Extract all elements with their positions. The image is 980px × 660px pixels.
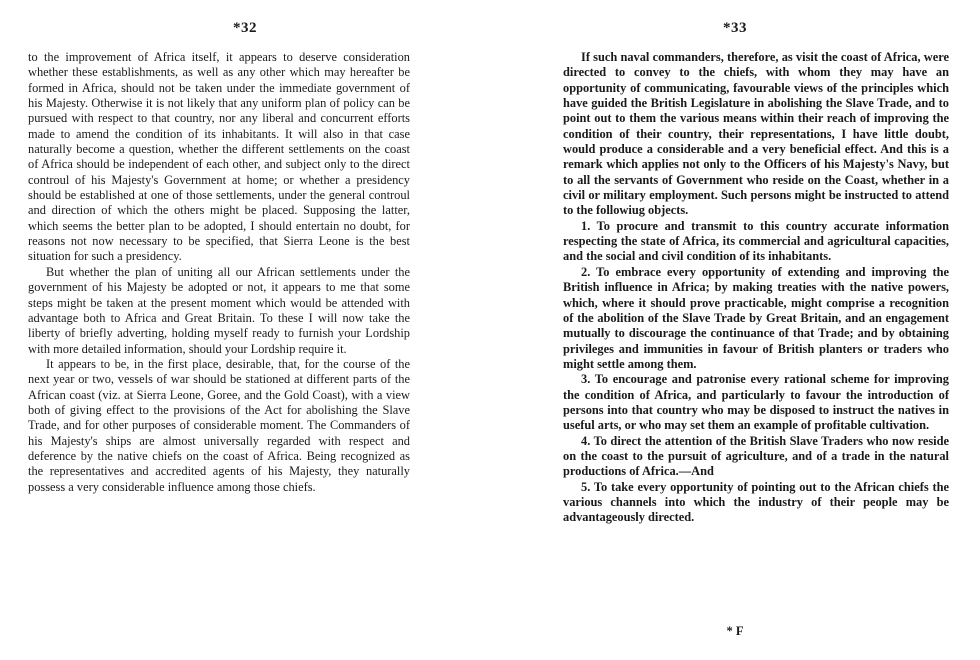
paragraph: It appears to be, in the first place, desirable, that, for the course of the next year or two, vessels of war should be stationed at different parts of the African coast (viz. at Sierra Leone, Goree, and the Gold Coast), with a view both of giving effect to the provisions of the Act for abolishing the Slave Trade, and for other purposes of considerable moment. The Commanders of his Majesty's ships are almost universally regarded with respect and deference by the native chiefs on the coast of Africa. Being recognized as the representatives and accredited agents of his Majesty, they naturally possess a very considerable influence among those chiefs. bbox=[28, 356, 410, 494]
signature-mark: * F bbox=[726, 624, 744, 638]
list-item: 5. To take every opportunity of pointing out to the African chiefs the various channels into which the industry of their people may be advantageously directed. bbox=[563, 479, 949, 525]
right-page bbox=[490, 0, 980, 660]
page-body bbox=[28, 50, 410, 495]
paragraph: But whether the plan of uniting all our African settlements under the government of his Majesty be adopted or not, it appears to me that some steps might be taken at the present moment which would be attended with advantage both to Africa and Great Britain. To these I will now take the liberty of briefly adverting, holding myself ready to furnish your Lordship with more detailed information, should your Lordship require it. bbox=[28, 264, 410, 356]
paragraph: to the improvement of Africa itself, it appears to deserve consideration whether these establishments, as well as any other which may hereafter be formed in Africa, should not be taken under the immediate government of his Majesty. Otherwise it is not likely that any uniform plan of policy can be pursued with respect to that country, nor any liberal and concurrent efforts made to amend the condition of its inhabitants. It will also in that case naturally become a question, whether the different settlements on the coast of Africa should be independent of each other, and subject only to the direct controul of his Majesty's Government at home; or whether a presidency should be established at one of those settlements, under the general controul and direction of which the others might be placed. Supposing the latter, which seems the better plan to be adopted, I should entertain no doubt, for reasons not now necessary to be specified, that Sierra Leone is the best situation for such a presidency. bbox=[28, 50, 410, 264]
paragraph: If such naval commanders, therefore, as visit the coast of Africa, were directed to convey to the chiefs, with whom they may have an opportunity of communicating, favourable views of the principles which have guided the British Legislature in abolishing the Slave Trade, and to point out to them the various means within their reach of improving the condition of their country, their representations, I have little doubt, would produce a considerable and a very beneficial effect. And this is a remark which applies not only to the Officers of his Majesty's Navy, but to all the servants of Government who reside on the Coast, whether in a civil or military employment. Such persons might be instructed to attend to the followiug objects. bbox=[563, 50, 949, 218]
page-body bbox=[563, 50, 949, 526]
list-item: 3. To encourage and patronise every rational scheme for improving the condition of Africa, and particularly to favour the introduction of persons into that country who may be disposed to instruct the natives in useful arts, or who may set them an example of profitable cultivation. bbox=[563, 372, 949, 433]
list-item: 2. To embrace every opportunity of extending and improving the British influence in Africa; by making treaties with the native powers, which, where it should prove practicable, might comprise a recognition of the abolition of the Slave Trade by Great Britain, and an engagement mutually to discourage the continuance of that Trade; and by obtaining privileges and immunities in favour of British planters or traders who might settle among them. bbox=[563, 264, 949, 371]
list-item: 1. To procure and transmit to this country accurate information respecting the state of Africa, its commercial and agricultural capacities, and the social and civil condition of its inhabitants. bbox=[563, 218, 949, 264]
list-item: 4. To direct the attention of the British Slave Traders who now reside on the coast to the pursuit of agriculture, and of a trade in the natural productions of Africa.—And bbox=[563, 433, 949, 479]
page-number: *32 bbox=[233, 20, 257, 36]
page-number: *33 bbox=[723, 20, 747, 36]
